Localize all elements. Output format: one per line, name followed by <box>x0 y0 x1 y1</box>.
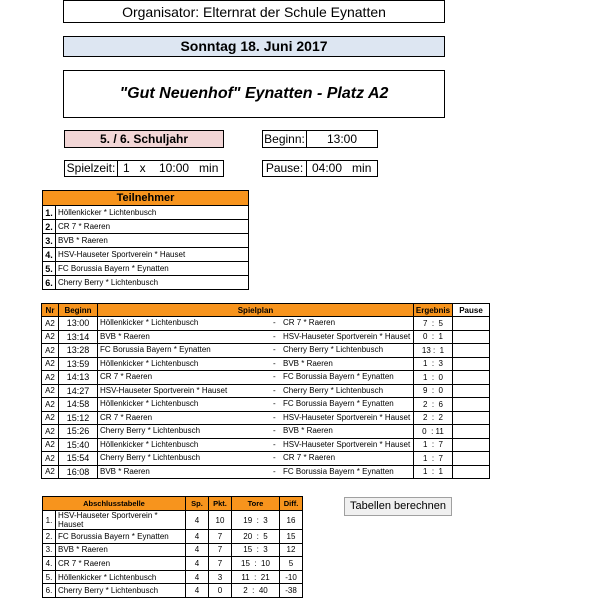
break-duration-box <box>262 160 378 177</box>
standings-header-sp: Sp. <box>186 497 209 511</box>
standings-team: CR 7 * Raeren <box>56 557 186 571</box>
match-pause-cell <box>453 317 490 331</box>
home-team: Cherry Berry * Lichtenbusch <box>100 426 201 435</box>
away-team: FC Borussia Bayern * Eynatten <box>283 466 394 476</box>
standings-team: FC Borussia Bayern * Eynatten <box>56 530 186 544</box>
standings-header-tore: Tore <box>232 497 280 511</box>
match-pairing <box>98 330 414 344</box>
match-field: A2 <box>42 371 59 385</box>
grade-label: 5. / 6. Schuljahr <box>64 130 224 148</box>
standings-header-diff: Diff. <box>280 497 303 511</box>
standings-diff: 5 <box>280 557 303 571</box>
match-pairing <box>98 425 414 439</box>
match-field: A2 <box>42 465 59 479</box>
versus-dash: - <box>273 385 276 395</box>
participant-number: 4. <box>43 248 56 262</box>
schedule-row <box>42 398 490 412</box>
match-time: 13:59 <box>59 357 98 371</box>
standings-diff: 15 <box>280 530 303 544</box>
venue-banner: "Gut Neuenhof" Eynatten - Platz A2 <box>63 70 445 118</box>
home-team: BVB * Raeren <box>100 466 150 476</box>
match-pause-cell <box>453 344 490 358</box>
versus-dash: - <box>273 412 276 422</box>
home-team: FC Borussia Bayern * Eynatten <box>100 345 211 354</box>
match-pause-cell <box>453 384 490 398</box>
standings-points: 0 <box>209 584 232 598</box>
schedule-header-beginn: Beginn <box>59 304 98 317</box>
home-team: Höllenkicker * Lichtenbusch <box>100 439 199 449</box>
participant-number: 1. <box>43 206 56 220</box>
standings-games: 4 <box>186 530 209 544</box>
match-score: 9 : 0 <box>414 384 453 398</box>
match-pairing <box>98 317 414 331</box>
schedule-row <box>42 425 490 439</box>
standings-team: Cherry Berry * Lichtenbusch <box>56 584 186 598</box>
standings-goals: 19 : 3 <box>232 511 280 530</box>
match-duration-box <box>64 160 224 177</box>
standings-row <box>43 584 303 598</box>
match-pairing <box>98 384 414 398</box>
participant-team: Cherry Berry * Lichtenbusch <box>56 276 249 290</box>
standings-diff: -10 <box>280 570 303 584</box>
match-time: 13:00 <box>59 317 98 331</box>
match-score: 1 : 7 <box>414 438 453 452</box>
schedule-table <box>41 303 490 479</box>
schedule-header-result: Ergebnis <box>414 304 453 317</box>
schedule-row <box>42 384 490 398</box>
home-team: Höllenkicker * Lichtenbusch <box>100 358 199 368</box>
match-field: A2 <box>42 357 59 371</box>
standings-row <box>43 530 303 544</box>
standings-team: Höllenkicker * Lichtenbusch <box>56 570 186 584</box>
schedule-row <box>42 371 490 385</box>
match-time: 14:27 <box>59 384 98 398</box>
standings-header-title: Abschlusstabelle <box>43 497 186 511</box>
standings-diff: 12 <box>280 543 303 557</box>
match-field: A2 <box>42 425 59 439</box>
versus-dash: - <box>273 439 276 449</box>
match-pause-cell <box>453 438 490 452</box>
standings-diff: 16 <box>280 511 303 530</box>
schedule-row <box>42 411 490 425</box>
standings-rank: 6. <box>43 584 56 598</box>
schedule-row <box>42 344 490 358</box>
standings-diff: -38 <box>280 584 303 598</box>
match-field: A2 <box>42 452 59 466</box>
participant-row <box>43 206 249 220</box>
match-pairing <box>98 411 414 425</box>
schedule-row <box>42 357 490 371</box>
home-team: HSV-Hauseter Sportverein * Hauset <box>100 385 228 395</box>
standings-games: 4 <box>186 511 209 530</box>
match-time: 13:14 <box>59 330 98 344</box>
home-team: CR 7 * Raeren <box>100 412 153 422</box>
match-time: 15:54 <box>59 452 98 466</box>
match-pairing <box>98 398 414 412</box>
versus-dash: - <box>273 345 276 354</box>
versus-dash: - <box>273 399 276 408</box>
start-time-box <box>262 130 378 148</box>
standings-table <box>42 496 303 598</box>
standings-games: 4 <box>186 543 209 557</box>
participant-number: 6. <box>43 276 56 290</box>
away-team: CR 7 * Raeren <box>283 318 336 327</box>
match-field: A2 <box>42 438 59 452</box>
standings-points: 10 <box>209 511 232 530</box>
participant-number: 2. <box>43 220 56 234</box>
match-score: 13 : 1 <box>414 344 453 358</box>
home-team: CR 7 * Raeren <box>100 372 153 381</box>
away-team: Cherry Berry * Lichtenbusch <box>283 385 384 395</box>
participant-row <box>43 248 249 262</box>
match-time: 16:08 <box>59 465 98 479</box>
match-pause-cell <box>453 411 490 425</box>
match-duration-label: Spielzeit: <box>65 161 118 176</box>
standings-games: 4 <box>186 557 209 571</box>
standings-rank: 1. <box>43 511 56 530</box>
versus-dash: - <box>273 358 276 368</box>
away-team: FC Borussia Bayern * Eynatten <box>283 372 394 381</box>
match-score: 2 : 6 <box>414 398 453 412</box>
match-pause-cell <box>453 330 490 344</box>
match-pause-cell <box>453 398 490 412</box>
standings-points: 7 <box>209 530 232 544</box>
schedule-row <box>42 317 490 331</box>
match-score: 1 : 0 <box>414 371 453 385</box>
match-score: 1 : 3 <box>414 357 453 371</box>
participant-row <box>43 262 249 276</box>
schedule-row <box>42 465 490 479</box>
away-team: HSV-Hauseter Sportverein * Hauset <box>283 439 411 449</box>
versus-dash: - <box>273 466 276 476</box>
match-pairing <box>98 452 414 466</box>
standings-row <box>43 557 303 571</box>
match-pause-cell <box>453 371 490 385</box>
standings-points: 7 <box>209 557 232 571</box>
standings-points: 7 <box>209 543 232 557</box>
standings-team: BVB * Raeren <box>56 543 186 557</box>
home-team: Höllenkicker * Lichtenbusch <box>100 399 199 408</box>
standings-team: HSV-Hauseter Sportverein * Hauset <box>56 511 186 530</box>
standings-row <box>43 511 303 530</box>
standings-goals: 20 : 5 <box>232 530 280 544</box>
match-time: 14:58 <box>59 398 98 412</box>
match-duration-value: 1 x 10:00 min <box>123 161 219 175</box>
participant-team: Höllenkicker * Lichtenbusch <box>56 206 249 220</box>
standings-rank: 4. <box>43 557 56 571</box>
away-team: BVB * Raeren <box>283 358 333 368</box>
match-pause-cell <box>453 452 490 466</box>
match-score: 0 : 11 <box>414 425 453 439</box>
match-score: 1 : 7 <box>414 452 453 466</box>
home-team: Cherry Berry * Lichtenbusch <box>100 453 201 462</box>
participant-team: FC Borussia Bayern * Eynatten <box>56 262 249 276</box>
standings-points: 3 <box>209 570 232 584</box>
match-pairing <box>98 438 414 452</box>
standings-goals: 2 : 40 <box>232 584 280 598</box>
match-score: 0 : 1 <box>414 330 453 344</box>
match-field: A2 <box>42 398 59 412</box>
participant-number: 3. <box>43 234 56 248</box>
match-field: A2 <box>42 411 59 425</box>
match-field: A2 <box>42 330 59 344</box>
schedule-header-pause: Pause <box>453 304 490 317</box>
match-pairing <box>98 465 414 479</box>
versus-dash: - <box>273 372 276 381</box>
match-pause-cell <box>453 425 490 439</box>
away-team: CR 7 * Raeren <box>283 453 336 462</box>
match-pause-cell <box>453 357 490 371</box>
schedule-row <box>42 330 490 344</box>
calculate-tables-button[interactable]: Tabellen berechnen <box>344 497 452 516</box>
standings-goals: 15 : 10 <box>232 557 280 571</box>
break-duration-label: Pause: <box>263 161 307 176</box>
home-team: Höllenkicker * Lichtenbusch <box>100 318 199 327</box>
home-team: BVB * Raeren <box>100 331 150 341</box>
participant-row <box>43 220 249 234</box>
standings-row <box>43 543 303 557</box>
participant-team: HSV-Hauseter Sportverein * Hauset <box>56 248 249 262</box>
schedule-row <box>42 452 490 466</box>
standings-rank: 3. <box>43 543 56 557</box>
standings-row <box>43 570 303 584</box>
match-time: 13:28 <box>59 344 98 358</box>
schedule-header-plan: Spielplan <box>98 304 414 317</box>
participant-team: CR 7 * Raeren <box>56 220 249 234</box>
standings-header-pkt: Pkt. <box>209 497 232 511</box>
match-field: A2 <box>42 384 59 398</box>
match-time: 14:13 <box>59 371 98 385</box>
away-team: HSV-Hauseter Sportverein * Hauset <box>283 331 411 341</box>
match-score: 7 : 5 <box>414 317 453 331</box>
start-time-label: Beginn: <box>263 131 307 147</box>
match-score: 2 : 2 <box>414 411 453 425</box>
break-duration-value: 04:00 min <box>312 161 372 175</box>
event-date-banner: Sonntag 18. Juni 2017 <box>63 36 445 57</box>
schedule-header-nr: Nr <box>42 304 59 317</box>
match-time: 15:40 <box>59 438 98 452</box>
start-time-value: 13:00 <box>326 132 358 146</box>
versus-dash: - <box>273 331 276 341</box>
away-team: HSV-Hauseter Sportverein * Hauset <box>283 412 411 422</box>
versus-dash: - <box>273 318 276 327</box>
participants-title: Teilnehmer <box>43 191 249 206</box>
participants-table <box>42 190 249 290</box>
away-team: FC Borussia Bayern * Eynatten <box>283 399 394 408</box>
match-pairing <box>98 371 414 385</box>
standings-goals: 15 : 3 <box>232 543 280 557</box>
match-score: 1 : 1 <box>414 465 453 479</box>
versus-dash: - <box>273 453 276 462</box>
participant-row <box>43 276 249 290</box>
match-time: 15:26 <box>59 425 98 439</box>
participant-number: 5. <box>43 262 56 276</box>
standings-games: 4 <box>186 584 209 598</box>
schedule-row <box>42 438 490 452</box>
standings-games: 4 <box>186 570 209 584</box>
away-team: BVB * Raeren <box>283 426 333 435</box>
participant-row <box>43 234 249 248</box>
standings-goals: 11 : 21 <box>232 570 280 584</box>
match-pairing <box>98 344 414 358</box>
versus-dash: - <box>273 426 276 435</box>
standings-rank: 2. <box>43 530 56 544</box>
participant-team: BVB * Raeren <box>56 234 249 248</box>
organizer-banner: Organisator: Elternrat der Schule Eynatten <box>63 0 445 23</box>
match-pairing <box>98 357 414 371</box>
match-pause-cell <box>453 465 490 479</box>
standings-rank: 5. <box>43 570 56 584</box>
match-field: A2 <box>42 344 59 358</box>
away-team: Cherry Berry * Lichtenbusch <box>283 345 384 354</box>
match-time: 15:12 <box>59 411 98 425</box>
match-field: A2 <box>42 317 59 331</box>
